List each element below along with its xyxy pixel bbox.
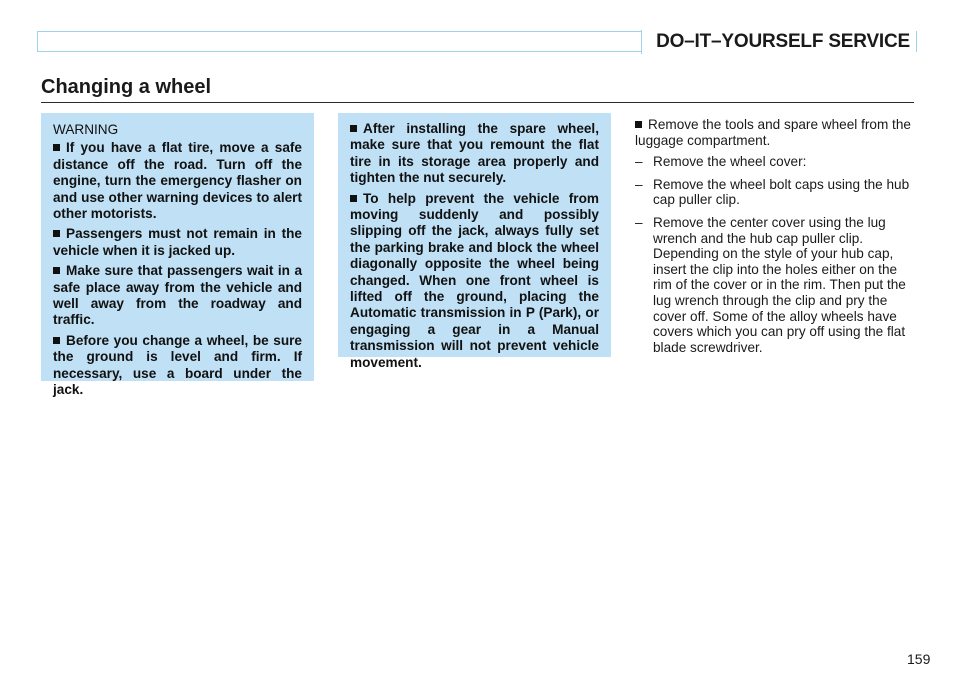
warning-item <box>53 263 302 329</box>
warning-text: Make sure that passengers wait in a safe place away from the vehicle and well away from the roadway and traffic. <box>53 263 302 328</box>
warning-box <box>41 113 314 398</box>
warning-title: WARNING <box>53 122 119 137</box>
bullet-icon <box>53 267 60 274</box>
warning-item <box>53 140 302 222</box>
chapter-title: DO–IT–YOURSELF SERVICE <box>641 30 916 54</box>
warning-item <box>53 333 302 399</box>
bullet-icon <box>53 144 60 151</box>
instruction-intro <box>635 117 915 148</box>
step-text: Remove the center cover using the lug wrench and the hub cap puller clip. Depending on the style of your hub cap, insert the clip into the holes either on the rim of the cover or in the rim. Then put the lug wrench through the clip and pry the cover off. Some of the alloy wheels have covers which you can pry off using the flat blade screwdriver. <box>653 214 906 355</box>
step-text: Remove the wheel bolt caps using the hub cap puller clip. <box>653 176 910 208</box>
bullet-icon <box>350 125 357 132</box>
bullet-icon <box>53 337 60 344</box>
warning-item <box>350 121 599 187</box>
warning-box-continued <box>338 113 611 370</box>
dash-marker: – <box>635 154 643 170</box>
instruction-step <box>635 215 915 355</box>
instruction-step <box>635 177 915 208</box>
section-divider <box>41 102 914 103</box>
section-title: Changing a wheel <box>41 76 212 98</box>
header-bar <box>37 31 917 52</box>
step-text: Remove the wheel cover: <box>653 154 807 170</box>
dash-marker: – <box>635 176 643 192</box>
bullet-icon <box>53 230 60 237</box>
instruction-text: Remove the tools and spare wheel from the luggage compartment. <box>635 117 911 148</box>
warning-text: To help prevent the vehicle from moving suddenly and possibly slipping off the jack, always fully set the parking brake and block the wheel diagonally opposite the wheel being changed. When one front wheel is lifted off the ground, placing the Automatic transmission in P (Park), or engaging a gear in a Manual transmission will not prevent vehicle movement. <box>350 190 599 370</box>
bullet-icon <box>350 195 357 202</box>
warning-text: Before you change a wheel, be sure the ground is level and firm. If necessary, use a board under the jack. <box>53 332 302 398</box>
page-number: 159 <box>907 651 931 667</box>
warning-item <box>53 226 302 259</box>
bullet-icon <box>635 121 642 128</box>
warning-text: After installing the spare wheel, make sure that you remount the flat tire in its storage area properly and tighten the nut securely. <box>350 121 599 186</box>
warning-text: Passengers must not remain in the vehicle when it is jacked up. <box>53 226 302 258</box>
warning-item <box>350 191 599 371</box>
instruction-step <box>635 154 915 170</box>
instructions-column <box>635 117 915 362</box>
dash-marker: – <box>635 214 643 230</box>
warning-text: If you have a flat tire, move a safe distance off the road. Turn off the engine, turn the emergency flasher on and use other warning devices to alert other motorists. <box>53 140 302 222</box>
